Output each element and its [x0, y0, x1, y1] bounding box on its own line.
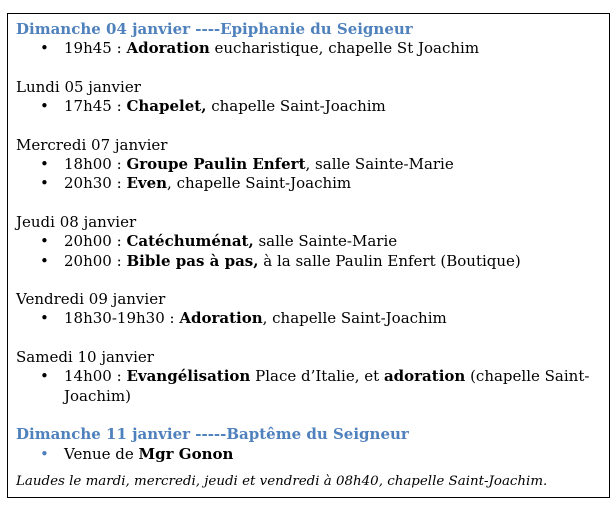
bullet-icon: • [40, 309, 49, 328]
list-item [16, 39, 603, 58]
event-title-secondary: adoration [383, 367, 466, 386]
day-heading: Samedi 10 janvier [16, 347, 154, 366]
announcement-box [7, 13, 610, 498]
list-item [16, 252, 603, 271]
event-list [16, 39, 603, 58]
event-detail-secondary: (chapelle Saint-Joachim) [64, 367, 590, 405]
event-title: Bible pas à pas, [126, 251, 259, 270]
event-detail: , chapelle Saint-Joachim [262, 309, 447, 328]
day-heading: Dimanche 04 janvier ----Epiphanie du Seigneur [16, 20, 413, 38]
event-time: 14h00 : [64, 367, 127, 386]
event-detail: Place d’Italie, et [250, 367, 384, 386]
event-title: Even [126, 174, 168, 193]
day-heading: Dimanche 11 janvier -----Baptême du Seigneur [16, 425, 409, 444]
list-item [16, 97, 603, 116]
event-detail: chapelle Saint-Joachim [206, 97, 386, 116]
event-time: 17h45 : [64, 97, 127, 116]
event-detail: salle Sainte-Marie [253, 232, 398, 251]
event-detail: à la salle Paulin Enfert (Boutique) [258, 251, 521, 270]
event-detail: , chapelle Saint-Joachim [167, 174, 352, 193]
list-item [16, 232, 603, 251]
event-list [16, 232, 603, 271]
event-title: Adoration [179, 309, 263, 328]
bullet-icon: • [40, 251, 49, 270]
event-list [16, 445, 603, 464]
event-title: Groupe Paulin Enfert [126, 155, 306, 174]
bullet-icon: • [40, 39, 49, 58]
bullet-icon: • [40, 97, 49, 116]
event-title: Catéchuménat, [126, 232, 254, 251]
bullet-icon: • [40, 444, 49, 463]
event-title: Evangélisation [126, 367, 251, 386]
event-list [16, 97, 603, 116]
event-time: 20h00 : [64, 232, 127, 251]
list-item [16, 309, 603, 328]
event-detail: eucharistique, chapelle St Joachim [209, 39, 480, 58]
event-time: 20h30 : [64, 174, 127, 193]
list-item [16, 367, 603, 406]
day-heading: Jeudi 08 janvier [16, 212, 137, 231]
event-time: Venue de [64, 444, 139, 463]
event-detail: , salle Sainte-Marie [305, 155, 454, 174]
footnote: Laudes le mardi, mercredi, jeudi et vendredi à 08h40, chapelle Saint-Joachim. [16, 473, 548, 489]
bullet-icon: • [40, 174, 49, 193]
day-heading: Vendredi 09 janvier [16, 290, 166, 309]
list-item [16, 155, 603, 174]
list-item [16, 445, 603, 464]
day-heading: Lundi 05 janvier [16, 77, 141, 96]
event-time: 18h30-19h30 : [64, 309, 180, 328]
event-list [16, 367, 603, 406]
event-title: Adoration [126, 39, 210, 58]
bullet-icon: • [40, 367, 49, 386]
list-item [16, 174, 603, 193]
schedule-content [16, 20, 603, 505]
bullet-icon: • [40, 232, 49, 251]
day-heading: Mercredi 07 janvier [16, 135, 168, 154]
event-time: 19h45 : [64, 39, 127, 58]
bullet-icon: • [40, 155, 49, 174]
event-title: Mgr Gonon [138, 444, 234, 463]
event-list [16, 155, 603, 194]
event-title: Chapelet, [126, 97, 207, 116]
event-time: 20h00 : [64, 251, 127, 270]
event-time: 18h00 : [64, 155, 127, 174]
event-list [16, 309, 603, 328]
